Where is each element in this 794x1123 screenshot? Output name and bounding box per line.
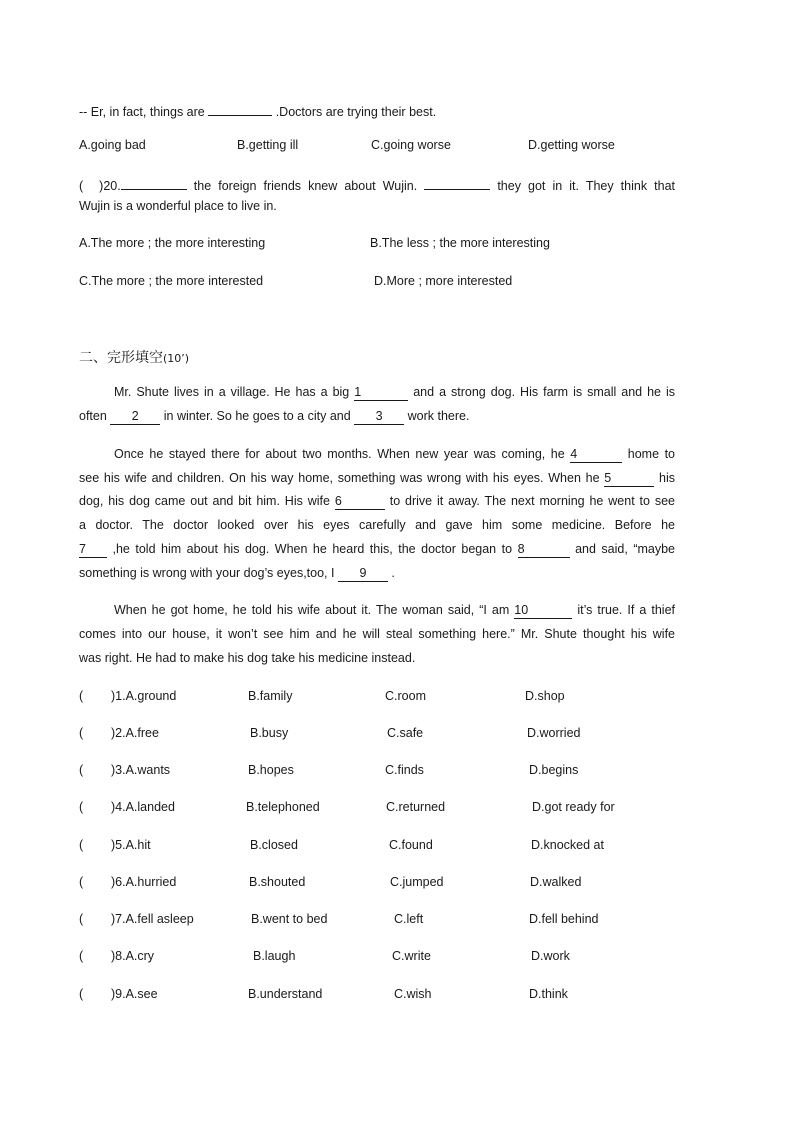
question-number-option-a: )8.A.cry (111, 949, 155, 963)
option-b: B.telephoned (246, 800, 320, 814)
question-number-option-a: )9.A.see (111, 987, 158, 1001)
answer-paren: ( (79, 875, 84, 889)
option-c: C.jumped (390, 875, 444, 889)
q20-option-b: B.The less ; the more interesting (370, 236, 550, 250)
option-c: C.found (389, 838, 433, 852)
blank-8: 8 (518, 543, 570, 558)
option-c: C.left (394, 912, 424, 926)
option-b: B.understand (248, 987, 323, 1001)
answer-paren: ( (79, 763, 84, 777)
option-c: C.wish (394, 987, 432, 1001)
option-d: D.work (531, 949, 570, 963)
option-c: C.finds (385, 763, 424, 777)
answer-paren: ( (79, 912, 84, 926)
option-c: C.returned (386, 800, 446, 814)
option-b: B.busy (250, 726, 289, 740)
q20-option-d: D.More ; more interested (374, 274, 513, 288)
option-b: B.closed (250, 838, 298, 852)
answer-paren: ( (79, 949, 84, 963)
option-d: D.worried (527, 726, 581, 740)
answer-paren: ( (79, 987, 84, 1001)
q19-option-b: B.getting ill (237, 138, 299, 152)
option-d: D.fell behind (529, 912, 599, 926)
q20-number: )20. (99, 179, 121, 193)
option-b: B.hopes (248, 763, 294, 777)
blank-3: 3 (354, 410, 404, 425)
passage-p1-line2: often 2 in winter. So he goes to a city and 3 work there. (79, 409, 470, 423)
q20-blank-1 (121, 175, 187, 190)
q19-option-d: D.getting worse (528, 138, 615, 152)
passage-p3-line1: When he got home, he told his wife about it. The woman said, “I am 10 it’s true. If a thief (114, 603, 675, 617)
passage-p2-line6: something is wrong with your dog’s eyes,too, I 9 . (79, 566, 395, 580)
answer-paren: ( (79, 726, 84, 740)
option-d: D.knocked at (531, 838, 604, 852)
blank-4: 4 (570, 448, 622, 463)
section-title: 二、完形填空 (79, 350, 163, 366)
blank-7: 7 (79, 543, 107, 558)
q20-stem-end: they got in it. They think that (490, 179, 675, 193)
option-b: B.went to bed (251, 912, 328, 926)
passage-p2-line5: 7 ,he told him about his dog. When he heard this, the doctor began to 8 and said, “maybe (79, 542, 676, 556)
question-number-option-a: )5.A.hit (111, 838, 151, 852)
option-d: D.shop (525, 689, 565, 703)
option-d: D.think (529, 987, 568, 1001)
q20-option-c: C.The more ; the more interested (79, 274, 264, 288)
option-c: C.write (392, 949, 431, 963)
passage-p1-line1: Mr. Shute lives in a village. He has a big 1 and a strong dog. His farm is small and he is (114, 385, 675, 399)
answer-paren: ( (79, 689, 84, 703)
question-number-option-a: )3.A.wants (111, 763, 171, 777)
blank-5: 5 (604, 472, 654, 487)
q19-stem-after: .Doctors are trying their best. (272, 105, 437, 119)
blank-10: 10 (514, 604, 572, 619)
option-d: D.begins (529, 763, 579, 777)
blank-6: 6 (335, 495, 385, 510)
answer-paren: ( (79, 800, 84, 814)
option-b: B.laugh (253, 949, 296, 963)
blank-1: 1 (354, 386, 408, 401)
q19-option-a: A.going bad (79, 138, 146, 152)
q20-paren: ( (79, 179, 84, 193)
blank-9: 9 (338, 567, 388, 582)
question-number-option-a: )1.A.ground (111, 689, 177, 703)
blank-2: 2 (110, 410, 160, 425)
section-heading (79, 347, 189, 367)
passage-p3-line2: comes into our house, it won’t see him and he will steal something here.” Mr. Shute thought his wife (79, 627, 675, 641)
passage-p3-line3: was right. He had to make his dog take his medicine instead. (79, 651, 416, 665)
q20-stem (79, 175, 675, 193)
q20-stem-mid: the foreign friends knew about Wujin. (186, 179, 425, 193)
option-c: C.safe (387, 726, 424, 740)
answer-paren: ( (79, 838, 84, 852)
option-d: D.got ready for (532, 800, 615, 814)
q19-blank (208, 101, 272, 116)
option-b: B.shouted (249, 875, 306, 889)
question-number-option-a: )6.A.hurried (111, 875, 177, 889)
option-c: C.room (385, 689, 426, 703)
q19-option-c: C.going worse (371, 138, 451, 152)
question-number-option-a: )7.A.fell asleep (111, 912, 194, 926)
q20-stem-line2: Wujin is a wonderful place to live in. (79, 199, 277, 213)
option-b: B.family (248, 689, 293, 703)
question-number-option-a: )4.A.landed (111, 800, 175, 814)
section-points: (10’) (163, 352, 190, 365)
passage-p2-line2: see his wife and children. On his way home, something was wrong with his eyes. When he 5 his (79, 471, 676, 485)
q20-option-a: A.The more ; the more interesting (79, 236, 266, 250)
passage-p2-line1: Once he stayed there for about two months. When new year was coming, he 4 home to (114, 447, 676, 461)
q20-blank-2 (424, 175, 490, 190)
q19-stem-before: -- Er, in fact, things are (79, 105, 209, 119)
q19-stem (79, 101, 675, 119)
passage-p2-line4: a doctor. The doctor looked over his eyes carefully and gave him some medicine. Before he (79, 518, 675, 532)
question-number-option-a: )2.A.free (111, 726, 159, 740)
passage-p2-line3: dog, his dog came out and bit him. His wife 6 to drive it away. The next morning he went to see (79, 494, 676, 508)
option-d: D.walked (530, 875, 582, 889)
